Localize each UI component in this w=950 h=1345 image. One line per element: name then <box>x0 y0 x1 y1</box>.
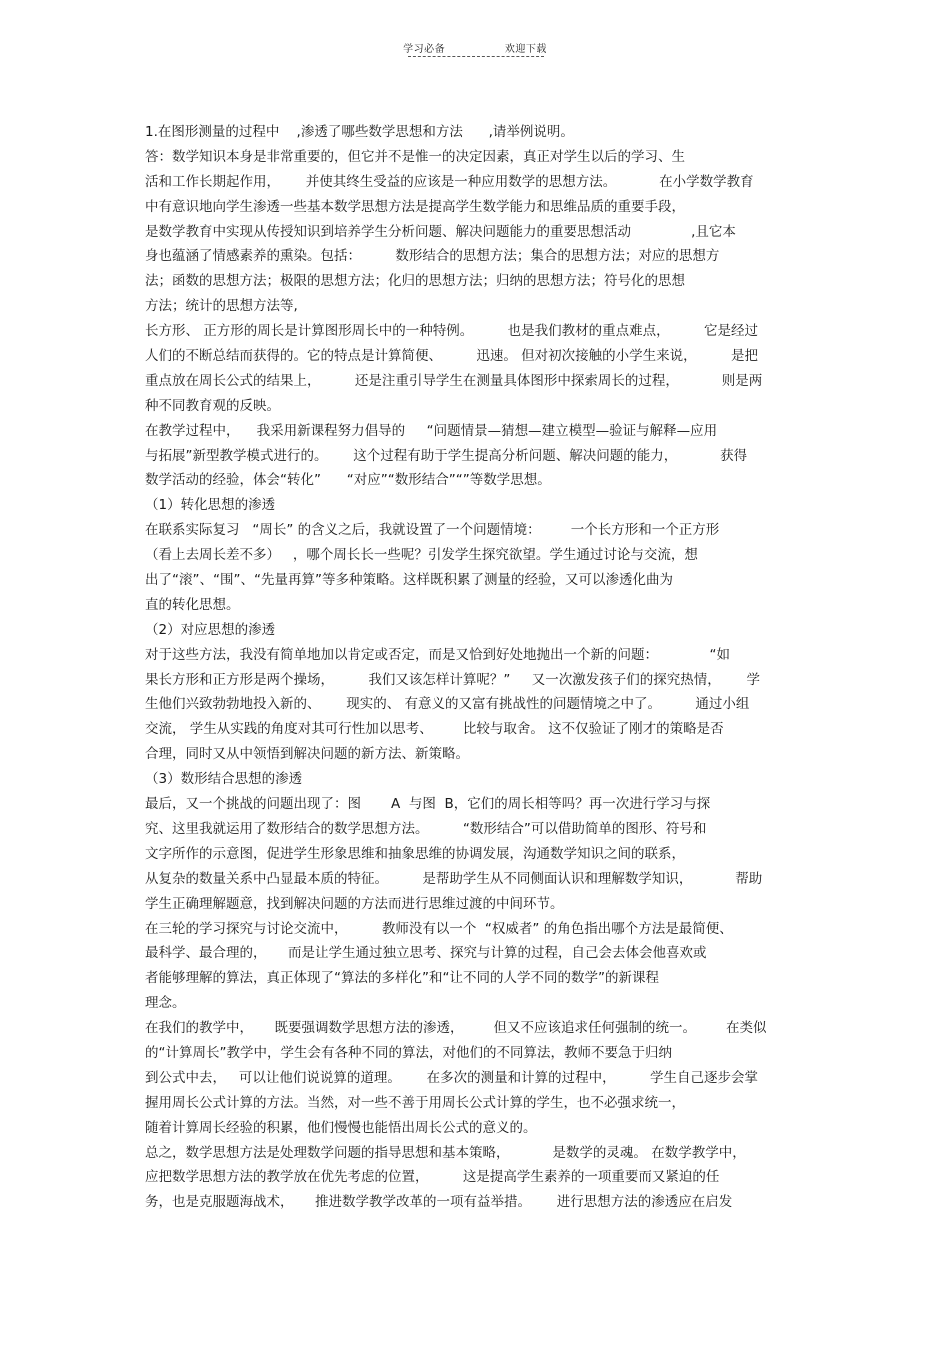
text-line: 法；函数的思想方法；极限的思想方法；化归的思想方法；归纳的思想方法；符号化的思想 <box>145 273 685 290</box>
header-right-text: 欢迎下载 <box>504 44 547 55</box>
text-line: 果长方形和正方形是两个操场， 我们又该怎样计算呢？” 又一次激发孩子们的探究热情， 学 <box>145 671 761 688</box>
text-line: 应把数学思想方法的教学放在优先考虑的位置， 这是提高学生素养的一项重要而又紧迫的任 <box>145 1169 720 1186</box>
text-line: 是数学教育中实现从传授知识到培养学生分析问题、解决问题能力的重要思想活动 ,且它本 <box>145 223 736 240</box>
text-line: 理念。 <box>145 995 186 1012</box>
text-line: 最后，又一个挑战的问题出现了：图 A 与图 B，它们的周长相等吗？再一次进行学习与探 <box>145 796 711 813</box>
text-line: 中有意识地向学生渗透一些基本数学思想方法是提高学生数学能力和思维品质的重要手段， <box>145 198 685 215</box>
text-line: 到公式中去， 可以让他们说说算的道理。 在多次的测量和计算的过程中， 学生自己逐步会掌 <box>145 1069 758 1086</box>
text-line: 生他们兴致勃勃地投入新的、 现实的、 有意义的又富有挑战性的问题情境之中了。 通过小组 <box>145 696 750 713</box>
header-divider <box>408 56 544 57</box>
header-left-text: 学习必备 <box>403 44 446 55</box>
text-line: 随着计算周长经验的积累，他们慢慢也能悟出周长公式的意义的。 <box>145 1119 537 1136</box>
document-body <box>145 120 813 1215</box>
text-line: 对于这些方法，我没有简单地加以肯定或否定，而是又恰到好处地抛出一个新的问题： “如 <box>145 646 730 663</box>
text-line: 的“计算周长”教学中，学生会有各种不同的算法，对他们的不同算法，教师不要急于归纳 <box>145 1044 672 1061</box>
text-line: 务，也是克服题海战术， 推进数学教学改革的一项有益举措。 进行思想方法的渗透应在启发 <box>145 1194 733 1211</box>
text-line: 与拓展”新型教学模式进行的。 这个过程有助于学生提高分析问题、解决问题的能力， 获得 <box>145 447 748 464</box>
text-line: 从复杂的数量关系中凸显最本质的特征。 是帮助学生从不同侧面认识和理解数学知识， 帮助 <box>145 870 763 887</box>
text-line: （3）数形结合思想的渗透 <box>145 771 303 788</box>
text-line: 答：数学知识本身是非常重要的，但它并不是惟一的决定因素，真正对学生以后的学习、生 <box>145 148 685 165</box>
text-line: 在我们的教学中， 既要强调数学思想方法的渗透， 但又不应该追求任何强制的统一。 在类似 <box>145 1020 767 1037</box>
text-line: 学生正确理解题意，找到解决问题的方法而进行思维过渡的中间环节。 <box>145 895 564 912</box>
text-line: 身也蕴涵了情感素养的熏染。包括： 数形结合的思想方法；集合的思想方法；对应的思想方 <box>145 248 720 265</box>
text-line: 出了“滚”、“围”、“先量再算”等多种策略。这样既积累了测量的经验，又可以渗透化曲为 <box>145 572 673 589</box>
text-line: 最科学、最合理的， 而是让学生通过独立思考、探究与计算的过程，自己会去体会他喜欢或 <box>145 945 707 962</box>
text-line: 人们的不断总结而获得的。它的特点是计算简便、 迅速。 但对初次接触的小学生来说， 是把 <box>145 348 758 365</box>
text-line: 者能够理解的算法，真正体现了“算法的多样化”和“让不同的人学不同的数学”的新课程 <box>145 970 659 987</box>
text-line: 1.在图形测量的过程中 ,渗透了哪些数学思想和方法 ,请举例说明。 <box>145 124 574 140</box>
text-line: 种不同教育观的反映。 <box>145 397 280 414</box>
text-line: 在三轮的学习探究与讨论交流中， 教师没有以一个 “权威者” 的角色指出哪个方法是最简便、 <box>145 920 733 937</box>
text-line: 重点放在周长公式的结果上， 还是注重引导学生在测量具体图形中探索周长的过程， 则是两 <box>145 372 763 389</box>
text-line: 文字所作的示意图，促进学生形象思维和抽象思维的协调发展，沟通数学知识之间的联系， <box>145 845 685 862</box>
text-line: 握用周长公式计算的方法。当然，对一些不善于用周长公式计算的学生，也不必强求统一， <box>145 1094 685 1111</box>
text-line: 在联系实际复习 “周长” 的含义之后，我就设置了一个问题情境： 一个长方形和一个正方形 <box>145 522 720 539</box>
page-header <box>0 40 950 55</box>
text-line: （1）转化思想的渗透 <box>145 497 276 514</box>
text-line: 交流， 学生从实践的角度对其可行性加以思考、 比较与取舍。 这不仅验证了刚才的策略是否 <box>145 721 724 738</box>
text-line: 活和工作长期起作用， 并使其终生受益的应该是一种应用数学的思想方法。 在小学数学教育 <box>145 173 754 190</box>
text-line: 方法；统计的思想方法等, <box>145 298 298 315</box>
text-line: （2）对应思想的渗透 <box>145 621 276 638</box>
text-line: （看上去周长差不多） ，哪个周长长一些呢？引发学生探究欲望。学生通过讨论与交流，想 <box>145 547 698 564</box>
text-line: 直的转化思想。 <box>145 596 240 613</box>
text-line: 总之，数学思想方法是处理数学问题的指导思想和基本策略， 是数学的灵魂。 在数学教学中， <box>145 1144 746 1161</box>
text-line: 究、这里我就运用了数形结合的数学思想方法。 “数形结合”可以借助简单的图形、符号和 <box>145 820 707 837</box>
text-line: 合理，同时又从中领悟到解决问题的新方法、新策略。 <box>145 746 469 763</box>
text-line: 数学活动的经验，体会“转化” “对应”“数形结合”“”等数学思想。 <box>145 472 551 489</box>
text-line: 在教学过程中， 我采用新课程努力倡导的 “问题情景—猜想—建立模型—验证与解释—应用 <box>145 422 718 439</box>
text-line: 长方形、 正方形的周长是计算图形周长中的一种特例。 也是我们教材的重点难点， 它是经过 <box>145 323 758 340</box>
